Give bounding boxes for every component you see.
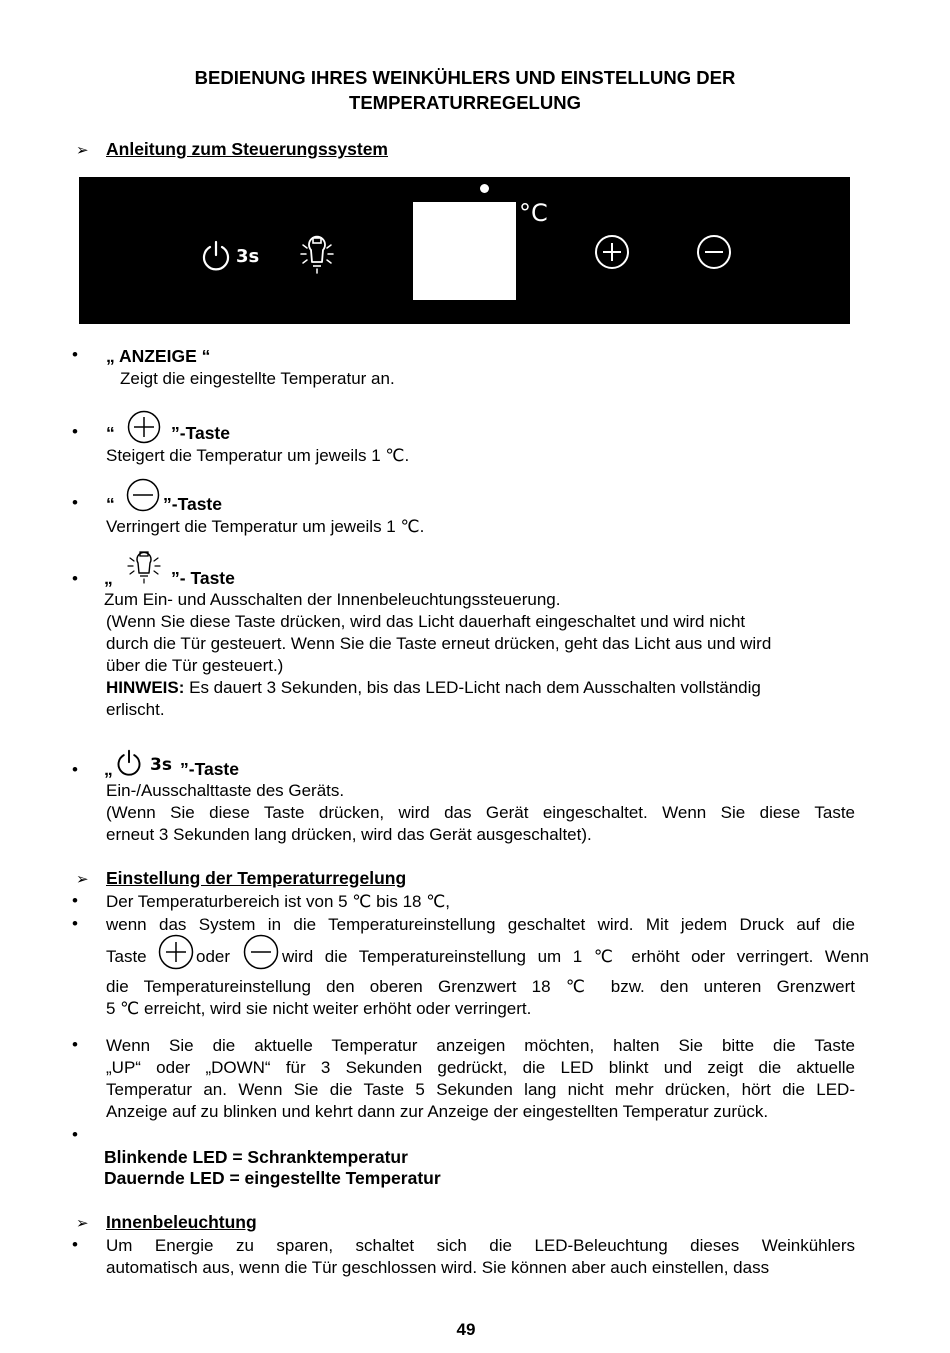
control-panel <box>79 177 850 324</box>
section-heading-light: Innenbeleuchtung <box>106 1212 257 1232</box>
display-item-desc: Zeigt die eingestellte Temperatur an. <box>120 369 395 388</box>
bullet-icon: • <box>72 569 78 588</box>
light-item-note-line2: erlischt. <box>106 700 165 719</box>
bullet-icon: • <box>72 493 78 512</box>
power-item-title: ”-Taste <box>180 759 239 779</box>
light-item-note <box>106 677 761 699</box>
led-blink-legend: Blinkende LED = Schranktemperatur <box>104 1147 408 1167</box>
temp-show-line1: Wenn Sie die aktuelle Temperatur anzeigen möchten, halten Sie bitte die Taste <box>106 1036 855 1055</box>
minus-item-open-quote: “ <box>106 494 115 514</box>
bullet-icon: • <box>72 1035 78 1054</box>
led-indicator <box>480 184 489 193</box>
unit-label: °C <box>519 199 548 227</box>
bullet-icon: • <box>72 1125 78 1144</box>
note-text: Es dauert 3 Sekunden, bis das LED-Licht nach dem Ausschalten vollständig <box>184 678 761 697</box>
power-item-open-quote: „ <box>104 759 113 779</box>
display-item-title: „ ANZEIGE “ <box>106 346 211 366</box>
power-duration-label: 3s <box>236 246 260 267</box>
bullet-icon: • <box>72 760 78 779</box>
minus-item-desc: Verringert die Temperatur um jeweils 1 ℃. <box>106 517 425 536</box>
minus-icon <box>125 478 161 512</box>
power-icon <box>115 749 143 777</box>
temp-range: Der Temperaturbereich ist von 5 ℃ bis 18 ℃, <box>106 892 451 911</box>
light-item-line2: (Wenn Sie diese Taste drücken, wird das Licht dauerhaft eingeschaltet und wird nicht <box>106 612 746 631</box>
temp-mode-line3: die Temperatureinstellung den oberen Grenzwert 18 ℃ bzw. den unteren Grenzwert <box>106 977 855 996</box>
plus-item-desc: Steigert die Temperatur um jeweils 1 ℃. <box>106 446 410 465</box>
temp-show-line3: Temperatur an. Wenn Sie die Taste 5 Sekunden lang nicht mehr drücken, hört die LED- <box>106 1080 855 1099</box>
temp-show-line4: Anzeige auf zu blinken und kehrt dann zur Anzeige der eingestellten Temperatur zurück. <box>106 1102 769 1121</box>
power-icon[interactable] <box>200 240 232 272</box>
light-section-line1: Um Energie zu sparen, schaltet sich die LED-Beleuchtung dieses Weinkühlers <box>106 1236 855 1255</box>
page-number: 49 <box>456 1320 476 1339</box>
plus-icon <box>126 410 162 444</box>
temp-mode-line4: 5 ℃ erreicht, wird sie nicht weiter erhöht oder verringert. <box>106 999 532 1018</box>
page-title: BEDIENUNG IHRES WEINKÜHLERS UND EINSTELLUNG DER <box>194 67 736 88</box>
arrow-bullet-icon: ➢ <box>76 1215 89 1232</box>
light-bulb-icon <box>125 550 163 586</box>
temp-mode-line1: wenn das System in die Temperatureinstellung geschaltet wird. Mit jedem Druck auf die <box>106 915 855 934</box>
section-heading-temperature: Einstellung der Temperaturregelung <box>106 868 407 888</box>
temp-mode-taste: Taste <box>106 947 147 966</box>
light-item-line3: durch die Tür gesteuert. Wenn Sie die Taste erneut drücken, geht das Licht aus und wird <box>106 634 772 653</box>
temp-mode-oder: oder <box>196 947 231 966</box>
light-item-open-quote: „ <box>104 568 113 588</box>
minus-button-icon[interactable] <box>696 234 732 270</box>
power-item-line3: erneut 3 Sekunden lang drücken, wird das Gerät ausgeschaltet). <box>106 825 592 844</box>
light-section-line2: automatisch aus, wenn die Tür geschlossen wird. Sie können aber auch einstellen, dass <box>106 1258 770 1277</box>
plus-item-open-quote: “ <box>106 423 115 443</box>
plus-button-icon[interactable] <box>594 234 630 270</box>
light-bulb-icon[interactable] <box>298 236 336 276</box>
bullet-icon: • <box>72 345 78 364</box>
light-item-line4: über die Tür gesteuert.) <box>106 656 284 675</box>
light-item-title: ”- Taste <box>171 568 235 588</box>
bullet-icon: • <box>72 422 78 441</box>
power-duration-label: 3s <box>150 755 172 775</box>
light-item-line1: Zum Ein- und Ausschalten der Innenbeleuchtungssteuerung. <box>104 590 561 609</box>
temperature-display <box>413 202 516 300</box>
arrow-bullet-icon: ➢ <box>76 142 89 159</box>
temp-mode-rest: wird die Temperatureinstellung um 1 ℃ erhöht oder verringert. Wenn <box>282 947 869 966</box>
bullet-icon: • <box>72 1235 78 1254</box>
plus-item-title: ”-Taste <box>171 423 230 443</box>
section-heading-control: Anleitung zum Steuerungssystem <box>106 139 388 159</box>
power-item-line1: Ein-/Ausschalttaste des Geräts. <box>106 781 345 800</box>
minus-item-title: ”-Taste <box>163 494 222 514</box>
temp-show-line2: „UP“ oder „DOWN“ für 3 Sekunden gedrückt, die LED blinkt und zeigt die aktuelle <box>106 1058 855 1077</box>
power-item-line2: (Wenn Sie diese Taste drücken, wird das Gerät eingeschaltet. Wenn Sie diese Taste <box>106 803 855 822</box>
minus-icon <box>242 934 280 970</box>
arrow-bullet-icon: ➢ <box>76 871 89 888</box>
led-steady-legend: Dauernde LED = eingestellte Temperatur <box>104 1168 441 1188</box>
page-title-line2: TEMPERATURREGELUNG <box>349 92 581 113</box>
note-label: HINWEIS: <box>106 678 185 697</box>
bullet-icon: • <box>72 891 78 910</box>
plus-icon <box>157 934 195 970</box>
bullet-icon: • <box>72 914 78 933</box>
